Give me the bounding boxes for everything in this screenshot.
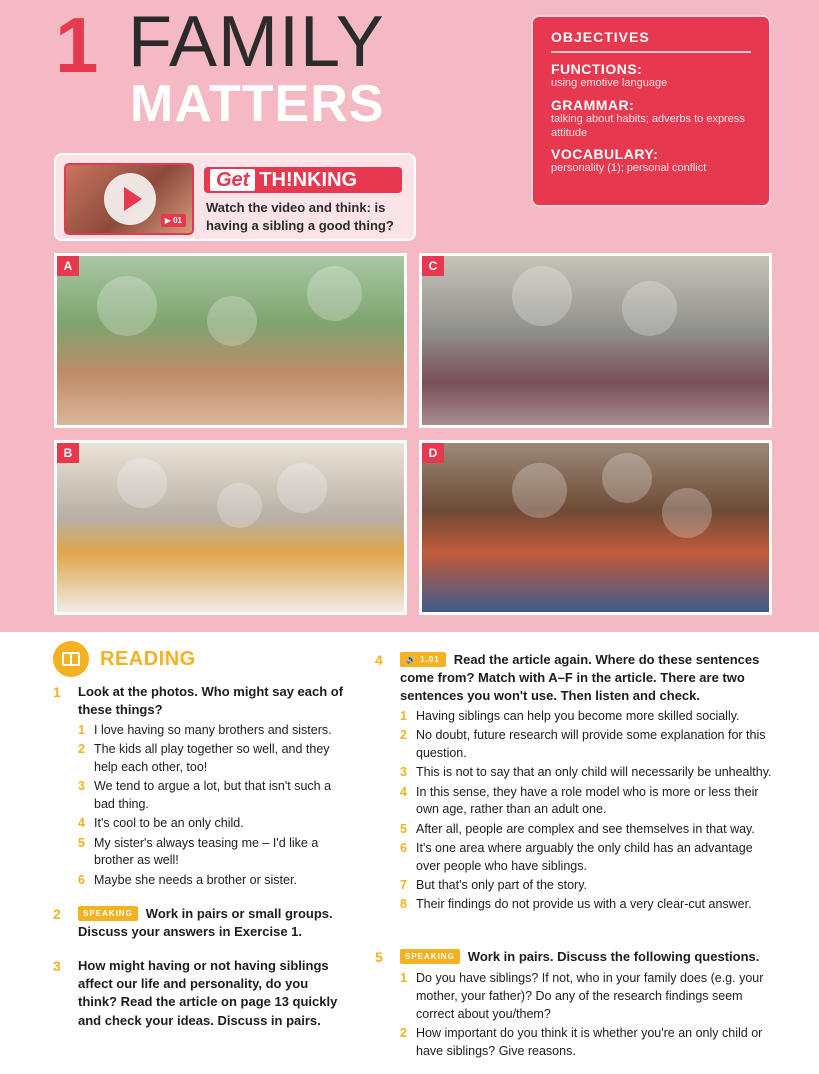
photo-label-a: A [57, 256, 79, 276]
photo-d [419, 440, 772, 615]
list-item: 5 After all, people are complex and see themselves in that way. [400, 821, 755, 836]
exercise-1-number: 1 [53, 684, 61, 700]
objectives-heading: OBJECTIVES [551, 29, 751, 53]
functions-label: FUNCTIONS: [551, 61, 643, 77]
speaking-tag: SPEAKING [400, 949, 460, 964]
photo-b [54, 440, 407, 615]
vocabulary-text: personality (1); personal conflict [551, 162, 707, 175]
list-item: 1 I love having so many brothers and sisters. [78, 723, 332, 737]
reading-heading: READING [100, 648, 196, 670]
list-item: 2 The kids all play together so well, and they help each other, too! [78, 742, 330, 774]
photo-label-c: C [422, 256, 444, 276]
exercise-3-instruction: How might having or not having siblings affect our life and personality, do you think? Read the article on page 13 quickly and check your ideas. Discuss in pairs. [78, 958, 338, 1028]
photo-c [419, 253, 772, 428]
exercise-5-instruction: SPEAKING Work in pairs. Discuss the following questions. [400, 948, 775, 966]
thinking-word: TH!NKING [259, 169, 358, 191]
unit-title-line2: MATTERS [130, 75, 385, 133]
list-item: 8 Their findings do not provide us with a very clear-cut answer. [400, 897, 752, 911]
list-item: 6 It's one area where arguably the only child has an advantage over people who have siblings. [400, 840, 753, 873]
exercise-1-list [78, 722, 348, 891]
exercise-4-list [400, 708, 775, 915]
vocabulary-label: VOCABULARY: [551, 146, 659, 163]
play-icon[interactable] [104, 173, 156, 225]
list-item: 3 This is not to say that an only child will necessarily be unhealthy. [400, 765, 772, 780]
list-item: 3 We tend to argue a lot, but that isn't such a bad thing. [78, 779, 332, 811]
video-thumbnail[interactable] [64, 163, 194, 235]
list-item: 5 My sister's always teasing me – I'd like a brother as well! [78, 835, 319, 868]
photo-label-d: D [422, 443, 444, 463]
list-item: 4 In this sense, they have a role model who is more or less their own age, rather than an adult one. [400, 784, 759, 817]
list-item: 4 It's cool to be an only child. [78, 816, 244, 831]
grammar-label: GRAMMAR: [551, 96, 635, 113]
exercise-4-instruction: 🔊 1.01 Read the article again. Where do these sentences come from? Match with A–F in the article. There are two sentences you won't use. Then listen and check. [400, 652, 760, 704]
get-word: Get [210, 169, 255, 191]
exercise-5-number: 5 [375, 949, 383, 965]
list-item: 1 Having siblings can help you become more skilled socially. [400, 709, 740, 723]
list-item: 1 Do you have siblings? If not, who in your family does (e.g. your mother, your father)? Do any of the research findings seem correct about you/them? [400, 971, 764, 1021]
objectives-box [531, 15, 771, 207]
photo-label-b: B [57, 443, 79, 463]
unit-title-line1: FAMILY [128, 2, 385, 82]
exercise-2-number: 2 [53, 906, 61, 922]
list-item: 7 But that's only part of the story. [400, 877, 587, 892]
get-thinking-label [204, 167, 402, 193]
exercise-5-list [400, 970, 775, 1062]
exercise-2-instruction: SPEAKING Work in pairs or small groups. Discuss your answers in Exercise 1. [78, 906, 333, 940]
unit-number: 1 [55, 1, 99, 89]
exercise-4-number: 4 [375, 652, 383, 668]
get-thinking-box [54, 153, 416, 241]
exercise-3-number: 3 [53, 958, 61, 974]
functions-text: using emotive language [551, 77, 668, 89]
audio-track-tag[interactable]: 🔊 1.01 [400, 652, 446, 667]
exercise-1-instruction: Look at the photos. Who might say each of these things? [78, 684, 344, 718]
photo-a [54, 253, 407, 428]
list-item: 6 Maybe she needs a brother or sister. [78, 872, 297, 887]
book-icon [53, 641, 89, 677]
list-item: 2 No doubt, future research will provide some explanation for this question. [400, 728, 766, 760]
list-item: 2 How important do you think it is whether you're an only child or have siblings? Give reasons. [400, 1025, 763, 1058]
speaking-tag: SPEAKING [78, 906, 138, 921]
grammar-text: talking about habits; adverbs to express attitude [551, 112, 745, 139]
video-number-badge: ▶ 01 [161, 214, 186, 227]
get-thinking-prompt: Watch the video and think: is having a sibling a good thing? [206, 200, 394, 233]
